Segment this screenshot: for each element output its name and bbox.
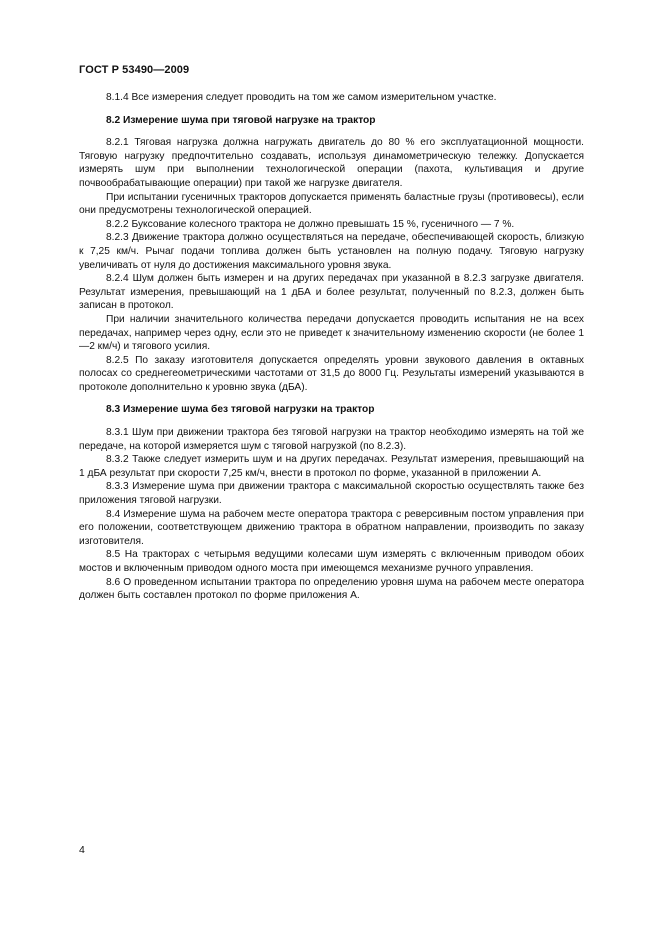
paragraph-8-1-4: 8.1.4 Все измерения следует проводить на том же самом измерительном участке. [106,92,497,103]
section-heading-8-3: 8.3 Измерение шума без тяговой нагрузки на трактор [106,404,375,416]
paragraph-8-3-2: 8.3.2 Также следует измерить шум и на других передачах. Результат измерения, превышающий на 1 дБА результат при скорости 7,25 км/ч, внести в протокол по форме, указанной в приложении А. [79,454,584,479]
paragraph-8-6: 8.6 О проведенном испытании трактора по определению уровня шума на рабочем месте оператора должен быть составлен протокол по форме приложения А. [79,576,584,602]
paragraph-8-3-1: 8.3.1 Шум при движении трактора без тяговой нагрузки на трактор необходимо измерять на той же передаче, на которой измеряется шум с тяговой нагрузкой (по 8.2.3). [79,427,584,452]
paragraph-8-2-4: 8.2.4 Шум должен быть измерен и на других передачах при указанной в 8.2.3 загрузке двигателя. Результат измерения, превышающий на 1 дБА и более результат, полученный по 8.2.3, должен быть записан в протокол. [79,273,584,312]
paragraph-8-2-2: 8.2.2 Буксование колесного трактора не должно превышать 15 %, гусеничного — 7 %. [106,218,515,230]
document-body [79,91,584,603]
paragraph-8-4: 8.4 Измерение шума на рабочем месте оператора трактора с реверсивным постом управления при его положении, соответствующем движению трактора в обратном направлении, производить по заказу изготовителя. [79,508,584,547]
paragraph-8-2-1-continued: При испытании гусеничных тракторов допускается применять баластные грузы (противовесы), если они предусмотрены технологической операцией. [79,191,584,217]
page-number: 4 [79,844,85,856]
section-heading-8-2: 8.2 Измерение шума при тяговой нагрузке на трактор [106,114,376,126]
paragraph-8-3-3: 8.3.3 Измерение шума при движении трактора с максимальной скоростью осуществлять также без приложения тяговой нагрузки. [79,481,584,507]
paragraph-8-2-3: 8.2.3 Движение трактора должно осуществляться на передаче, обеспечивающей скорость, близкую к 7,25 км/ч. Рычаг подачи топлива должен быть установлен на полную подачу. Тяговую нагрузку увеличивать от нуля до достижения максимального уровня звука. [79,232,584,271]
paragraph-8-2-1: 8.2.1 Тяговая нагрузка должна нагружать двигатель до 80 % его эксплуатационной мощности. Тяговую нагрузку предпочтительно создавать, используя динамометрическую тележку. Допускается измерять шум при выполнении технологической операции (пахота, культивация и другие почвообрабатывающие операции) при такой же нагрузке двигателя. [79,137,584,189]
document-code-header: ГОСТ Р 53490—2009 [79,64,190,76]
paragraph-8-5: 8.5 На тракторах с четырьмя ведущими колесами шум измерять с включенным приводом обоих мостов и включенным приводом одного моста при имеющемся механизме ручного управления. [79,549,584,574]
paragraph-8-2-5: 8.2.5 По заказу изготовителя допускается определять уровни звукового давления в октавных полосах со среднегеометрическими частотами от 31,5 до 8000 Гц. Результаты измерений указываются в протоколе дополнительно к уровню звука (дБА). [79,354,584,393]
paragraph-8-2-4-continued: При наличии значительного количества передачи допускается проводить испытания не на всех передачах, например через одну, если это не приведет к значительному изменению скорости (не более 1—2 км/ч) и тягового усилия. [79,313,584,353]
